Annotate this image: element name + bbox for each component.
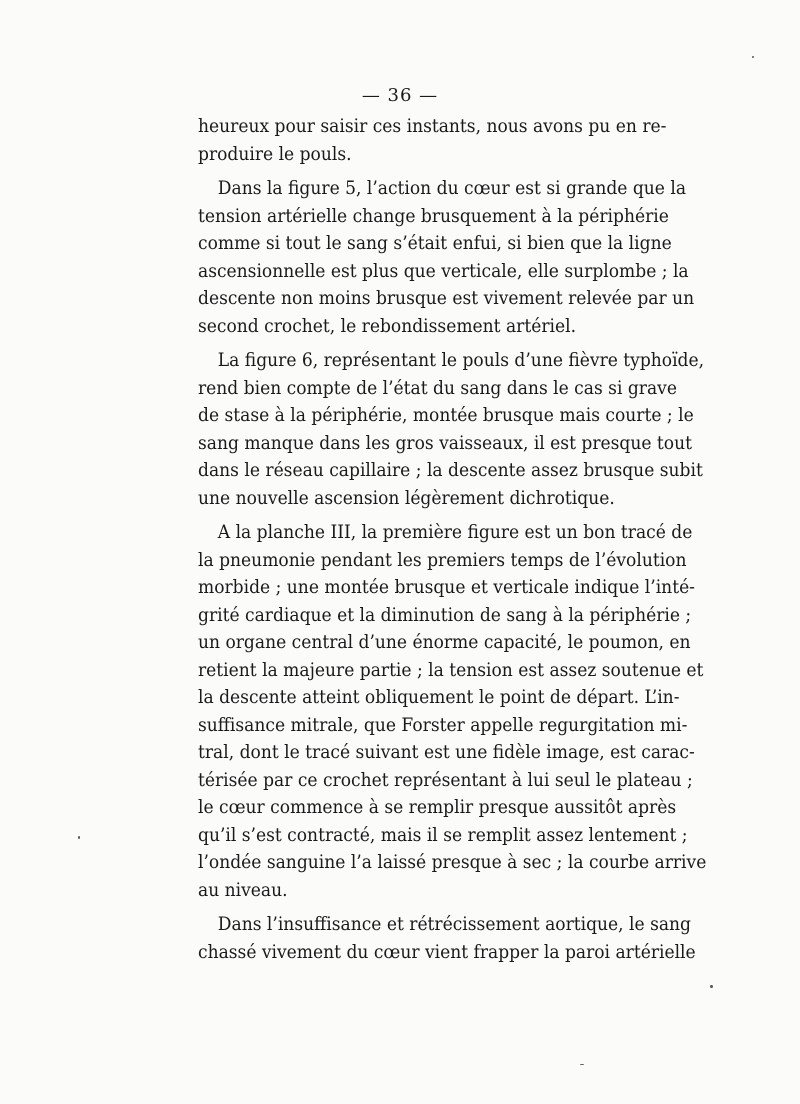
text-line: térisée par ce crochet représentant à lui seul le plateau ;	[198, 768, 693, 791]
text-line: second crochet, le rebondissement artériel.	[198, 314, 577, 337]
text-line: l’ondée sanguine l’a laissé presque à sec ; la courbe arrive	[198, 851, 707, 873]
text-line: heureux pour saisir ces instants, nous avons pu en re-	[198, 115, 667, 137]
text-line: suffisance mitrale, que Forster appelle regurgitation mi-	[198, 713, 688, 736]
text-line: produire le pouls.	[198, 142, 352, 165]
text-line: sang manque dans les gros vaisseaux, il est presque tout	[198, 431, 692, 454]
text-line: A la planche III, la première figure est un bon tracé de	[217, 521, 693, 543]
text-line: le cœur commence à se remplir presque aussitôt après	[198, 796, 677, 818]
text-line: rend bien compte de l’état du sang dans le cas si grave	[198, 376, 677, 399]
text-line: tension artérielle change brusquement à la périphérie	[198, 204, 669, 227]
paper-speck	[710, 985, 713, 988]
text-line: chassé vivement du cœur vient frapper la paroi artérielle	[198, 940, 696, 963]
text-line: une nouvelle ascension légèrement dichrotique.	[198, 486, 615, 509]
paragraph-2	[198, 175, 695, 340]
paragraph-3	[198, 347, 705, 512]
text-line: la descente atteint obliquement le point de départ. L’in-	[198, 686, 680, 708]
text-line: qu’il s’est contracté, mais il se remplit assez lentement ;	[198, 823, 688, 846]
text-line: un organe central d’une énorme capacité, le poumon, en	[198, 631, 691, 653]
text-line: Dans l’insuffisance et rétrécissement aortique, le sang	[217, 913, 692, 935]
body-text	[198, 113, 707, 966]
paragraph-4	[198, 519, 707, 904]
text-line: descente non moins brusque est vivement relevée par un	[198, 287, 695, 309]
text-line: ascensionnelle est plus que verticale, elle surplombe ; la	[198, 259, 689, 282]
page-number: — 36 —	[361, 85, 439, 106]
paper-speck	[752, 56, 754, 58]
text-line: retient la majeure partie ; la tension est assez soutenue et	[198, 658, 704, 681]
text-line: la pneumonie pendant les premiers temps de l’évolution	[198, 548, 687, 571]
text-line: grité cardiaque et la diminution de sang à la périphérie ;	[198, 603, 692, 626]
paper-speck	[580, 1064, 584, 1065]
text-line: Dans la figure 5, l’action du cœur est si grande que la	[217, 177, 687, 199]
paragraph-1	[198, 113, 667, 168]
text-line: comme si tout le sang s’était enfui, si bien que la ligne	[198, 232, 672, 254]
text-line: au niveau.	[198, 878, 288, 901]
text-line: morbide ; une montée brusque et verticale indique l’inté-	[198, 576, 695, 598]
paragraph-5	[198, 911, 696, 966]
text-line: tral, dont le tracé suivant est une fidèle image, est carac-	[198, 741, 695, 763]
paper-speck	[78, 836, 80, 839]
text-line: de stase à la périphérie, montée brusque mais courte ; le	[198, 404, 694, 426]
text-line: La figure 6, représentant le pouls d’une fièvre typhoïde,	[217, 349, 705, 371]
text-line: dans le réseau capillaire ; la descente assez brusque subit	[198, 459, 703, 481]
